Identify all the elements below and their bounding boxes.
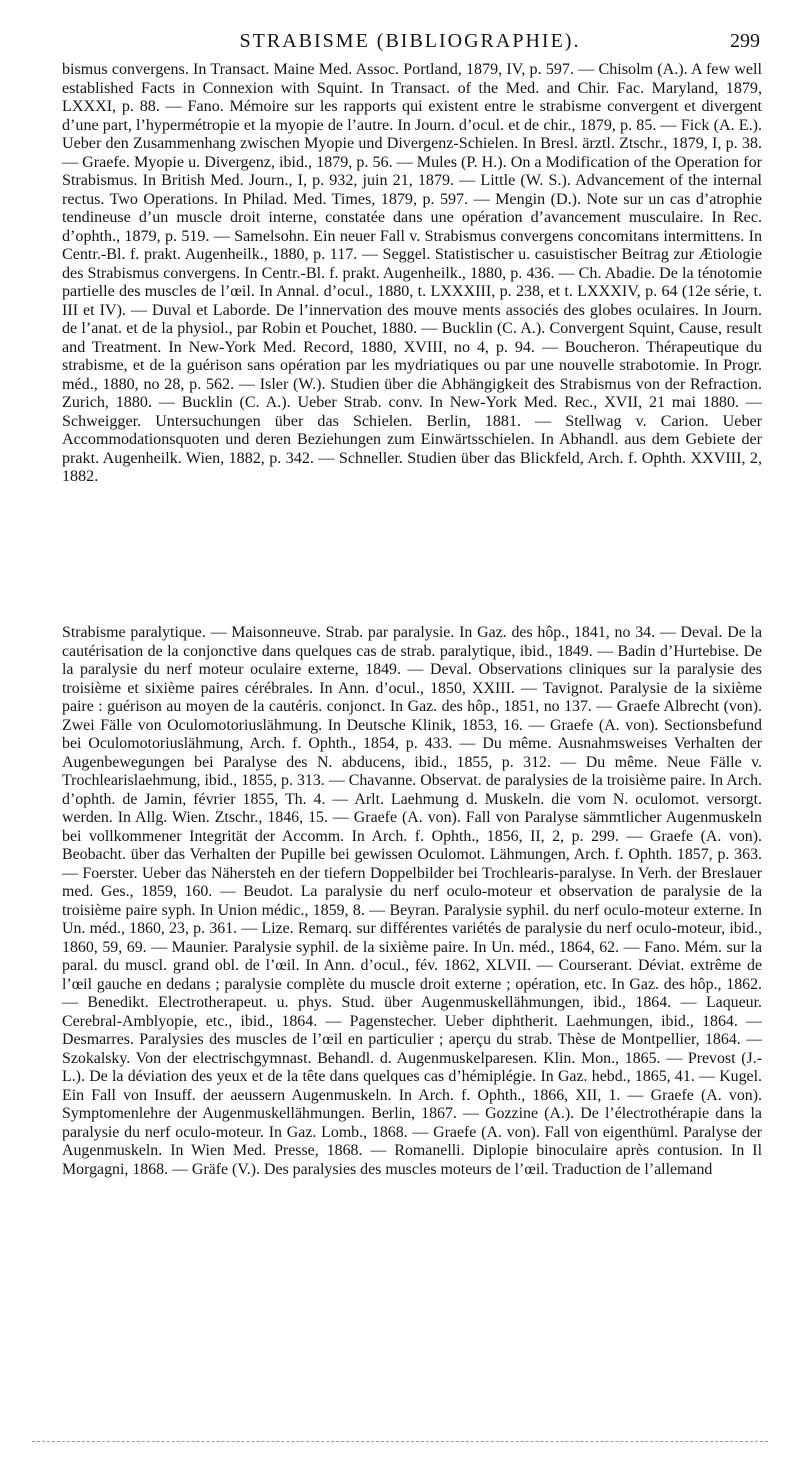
page-header: [60, 30, 760, 52]
footer-rule: [32, 1441, 768, 1443]
bibliography-paragraph: bismus convergens. In Transact. Maine Med. Assoc. Portland, 1879, IV, p. 597. — Chisolm (A.). A few well established Facts in Connexion with Squint. In Transact. of the Med. and Chir. Fac. Maryland, 1879, LXXXI, p. 88. — Fano. Mémoire sur les rapports qui existent entre le strabisme convergent et divergent d’une part, l’hypermétropie et la myopie de l’autre. In Journ. d’ocul. et de chir., 1879, p. 85. — Fick (A. E.). Ueber den Zusammenhang zwischen Myopie und Divergenz-Schielen. In Bresl. ärztl. Ztschr., 1879, I, p. 38. — Graefe. Myopie u. Divergenz, ibid., 1879, p. 56. — Mules (P. H.). On a Modification of the Operation for Strabismus. In British Med. Journ., I, p. 932, juin 21, 1879. — Little (W. S.). Advancement of the internal rectus. Two Operations. In Philad. Med. Times, 1879, p. 597. — Mengin (D.). Note sur un cas d’atrophie tendineuse d’un muscle droit interne, constatée dans une opération d’avancement musculaire. In Rec. d’ophth., 1879, p. 519. — Samelsohn. Ein neuer Fall v. Strabismus convergens concomitans intermittens. In Centr.-Bl. f. prakt. Augenheilk., 1880, p. 117. — Seggel. Statistischer u. casuistischer Beitrag zur Ætiologie des Strabismus convergens. In Centr.-Bl. f. prakt. Augenheilk., 1880, p. 436. — Ch. Abadie. De la ténotomie partielle des muscles de l’œil. In Annal. d’ocul., 1880, t. LXXXIII, p. 238, et t. LXXXIV, p. 64 (12e série, t. III et IV). — Duval et Laborde. De l’innervation des mouve ments associés des globes oculaires. In Journ. de l’anat. et de la physiol., par Robin et Pouchet, 1880. — Bucklin (C. A.). Convergent Squint, Cause, result and Treatment. In New-York Med. Record, 1880, XVIII, no 4, p. 94. — Boucheron. Thérapeutique du strabisme, et de la guérison sans opération par les mydriatiques ou par une nouvelle strabotomie. In Progr. méd., 1880, no 28, p. 562. — Isler (W.). Studien über die Abhängigkeit des Strabismus von der Refraction. Zurich, 1880. — Bucklin (C. A.). Ueber Strab. conv. In New-York Med. Rec., XVII, 21 mai 1880. — Schweigger. Untersuchungen über das Schielen. Berlin, 1881. — Stellwag v. Carion. Ueber Accommodationsquoten und deren Beziehungen zum Einwärtsschielen. In Abhandl. aus dem Gebiete der prakt. Augenheilk. Wien, 1882, p. 342. — Schneller. Studien über das Blickfeld, Arch. f. Ophth. XXVIII, 2, 1882.: [62, 61, 762, 485]
running-head: STRABISME (BIBLIOGRAPHIE).: [239, 30, 581, 52]
bibliography-block-strabisme: [62, 61, 762, 487]
page-number: 299: [730, 30, 760, 52]
bibliography-paragraph: Strabisme paralytique. — Maisonneuve. Strab. par paralysie. In Gaz. des hôp., 1841, no 34. — Deval. De la cautérisation de la conjonctive dans quelques cas de strab. paralytique, ibid., 1849. — Badin d’Hurtebise. De la paralysie du nerf moteur oculaire externe, 1849. — Deval. Observations cliniques sur la paralysie des troisième et sixième paires cérébrales. In Ann. d’ocul., 1850, XXIII. — Tavignot. Paralysie de la sixième paire : guérison au moyen de la cautéris. conjonct. In Gaz. des hôp., 1851, no 137. — Graefe Albrecht (von). Zwei Fälle von Oculomotoriuslähmung. In Deutsche Klinik, 1853, 16. — Graefe (A. von). Sectionsbefund bei Oculomotoriuslähmung, Arch. f. Ophth., 1854, p. 433. — Du même. Ausnahmsweises Verhalten der Augenbewegungen bei Paralyse des N. abducens, ibid., 1855, p. 312. — Du même. Neue Fälle v. Trochlearislaehmung, ibid., 1855, p. 313. — Chavanne. Observat. de paralysies de la troisième paire. In Arch. d’ophth. de Jamin, février 1855, Th. 4. — Arlt. Laehmung d. Muskeln. die vom N. oculomot. versorgt. werden. In Allg. Wien. Ztschr., 1846, 15. — Graefe (A. von). Fall von Paralyse sämmtlicher Augenmuskeln bei vollkommener Integrität der Accomm. In Arch. f. Ophth., 1856, II, 2, p. 299. — Graefe (A. von). Beobacht. über das Verhalten der Pupille bei gewissen Oculomot. Lähmungen, Arch. f. Ophth. 1857, p. 363. — Foerster. Ueber das Nähersteh en der tiefern Doppelbilder bei Trochlearis-paralyse. In Verh. der Breslauer med. Ges., 1859, 160. — Beudot. La paralysie du nerf oculo-moteur et observation de paralysie de la troisième paire syph. In Union médic., 1859, 8. — Beyran. Paralysie syphil. du nerf oculo-moteur externe. In Un. méd., 1860, 23, p. 361. — Lize. Remarq. sur différentes variétés de paralysie du nerf oculo-moteur, ibid., 1860, 59, 69. — Maunier. Paralysie syphil. de la sixième paire. In Un. méd., 1864, 62. — Fano. Mém. sur la paral. du muscl. grand obl. de l’œil. In Ann. d’ocul., fév. 1862, XLVII. — Courserant. Déviat. extrême de l’œil gauche en dedans ; paralysie complète du muscle droit externe ; opération, etc. In Gaz. des hôp., 1862. — Benedikt. Electrotherapeut. u. phys. Stud. über Augenmuskellähmungen, ibid., 1864. — Laqueur. Cerebral-Amblyopie, etc., ibid., 1864. — Pagenstecher. Ueber diphtherit. Laehmungen, ibid., 1864. — Desmarres. Paralysies des muscles de l’œil en particulier ; aperçu du strab. Thèse de Montpellier, 1864. — Szokalsky. Von der electrischgymnast. Behandl. d. Augenmuskelparesen. Klin. Mon., 1865. — Prevost (J.-L.). De la déviation des yeux et de la tête dans quelques cas d’hémiplégie. In Gaz. hebd., 1865, 41. — Kugel. Ein Fall von Insuff. der aeussern Augenmuskeln. In Arch. f. Ophth., 1866, XII, 1. — Graefe (A. von). Symptomenlehre der Augenmuskellähmungen. Berlin, 1867. — Gozzine (A.). De l’électrothérapie dans la paralysie du nerf oculo-moteur. In Gaz. Lomb., 1868. — Graefe (A. von). Fall von eigenthüml. Paralyse der Augenmuskeln. In Wien Med. Presse, 1868. — Romanelli. Diplopie binoculaire après contusion. In Il Morgagni, 1868. — Gräfe (V.). Des paralysies des muscles moteurs de l’œil. Traduction de l’allemand: [62, 624, 762, 1178]
bibliography-block-strabisme-paralytique: [62, 624, 762, 1179]
